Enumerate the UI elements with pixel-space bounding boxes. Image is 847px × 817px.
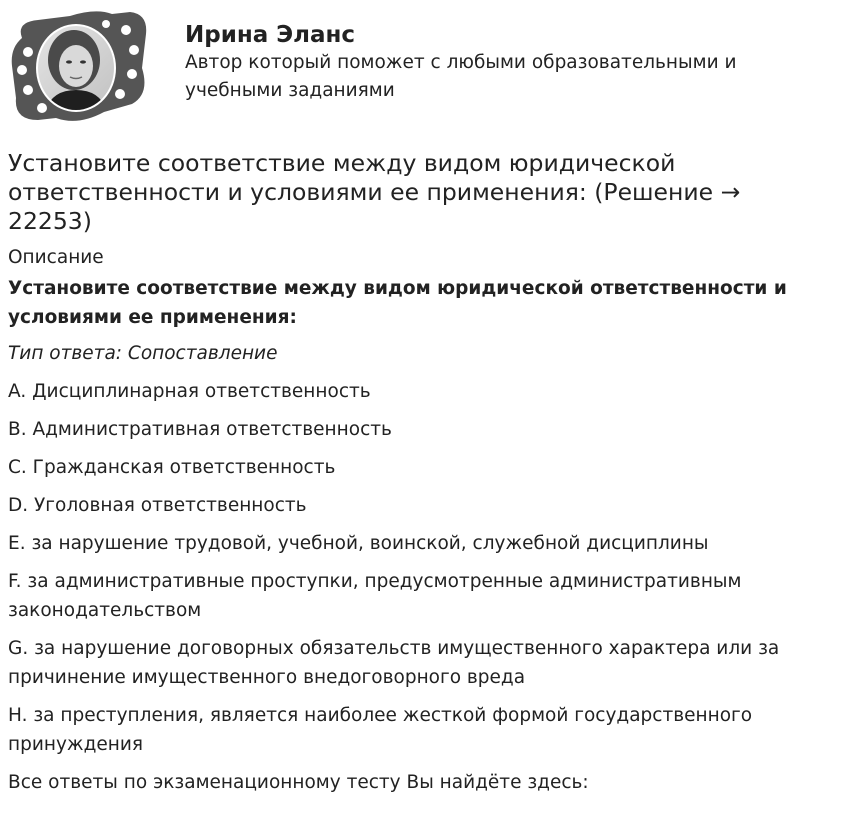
page-title: Установите соответствие между видом юридической ответственности и условиями ее применения: (Решение → 22253) [8,149,741,235]
task-lead: Установите соответствие между видом юридической ответственности и условиями ее применения: [8,278,787,328]
answer-type: Тип ответа: Сопоставление [8,343,278,364]
answers-footer: Все ответы по экзаменационному тесту Вы найдёте здесь: [8,772,589,793]
list-item: D. Уголовная ответственность [8,495,307,516]
author-block [8,8,838,128]
list-item: H. за преступления, является наиболее жесткой формой государственного принуждения [8,705,753,755]
list-item: G. за нарушение договорных обязательств имущественного характера или за причинение имущественного внедоговорного вреда [8,638,780,688]
description-label: Описание [8,247,104,268]
list-item: B. Административная ответственность [8,419,392,440]
list-item: F. за административные проступки, предусмотренные административным законодательством [8,571,742,621]
list-item: E. за нарушение трудовой, учебной, воинской, служебной дисциплины [8,533,709,554]
list-item: A. Дисциплинарная ответственность [8,381,371,402]
author-name[interactable]: Ирина Эланс [185,22,356,48]
list-item: C. Гражданская ответственность [8,457,336,478]
author-description: Автор который поможет с любыми образовательными и учебными заданиями [185,52,737,101]
task-content [8,245,838,797]
author-avatar[interactable] [8,8,150,126]
